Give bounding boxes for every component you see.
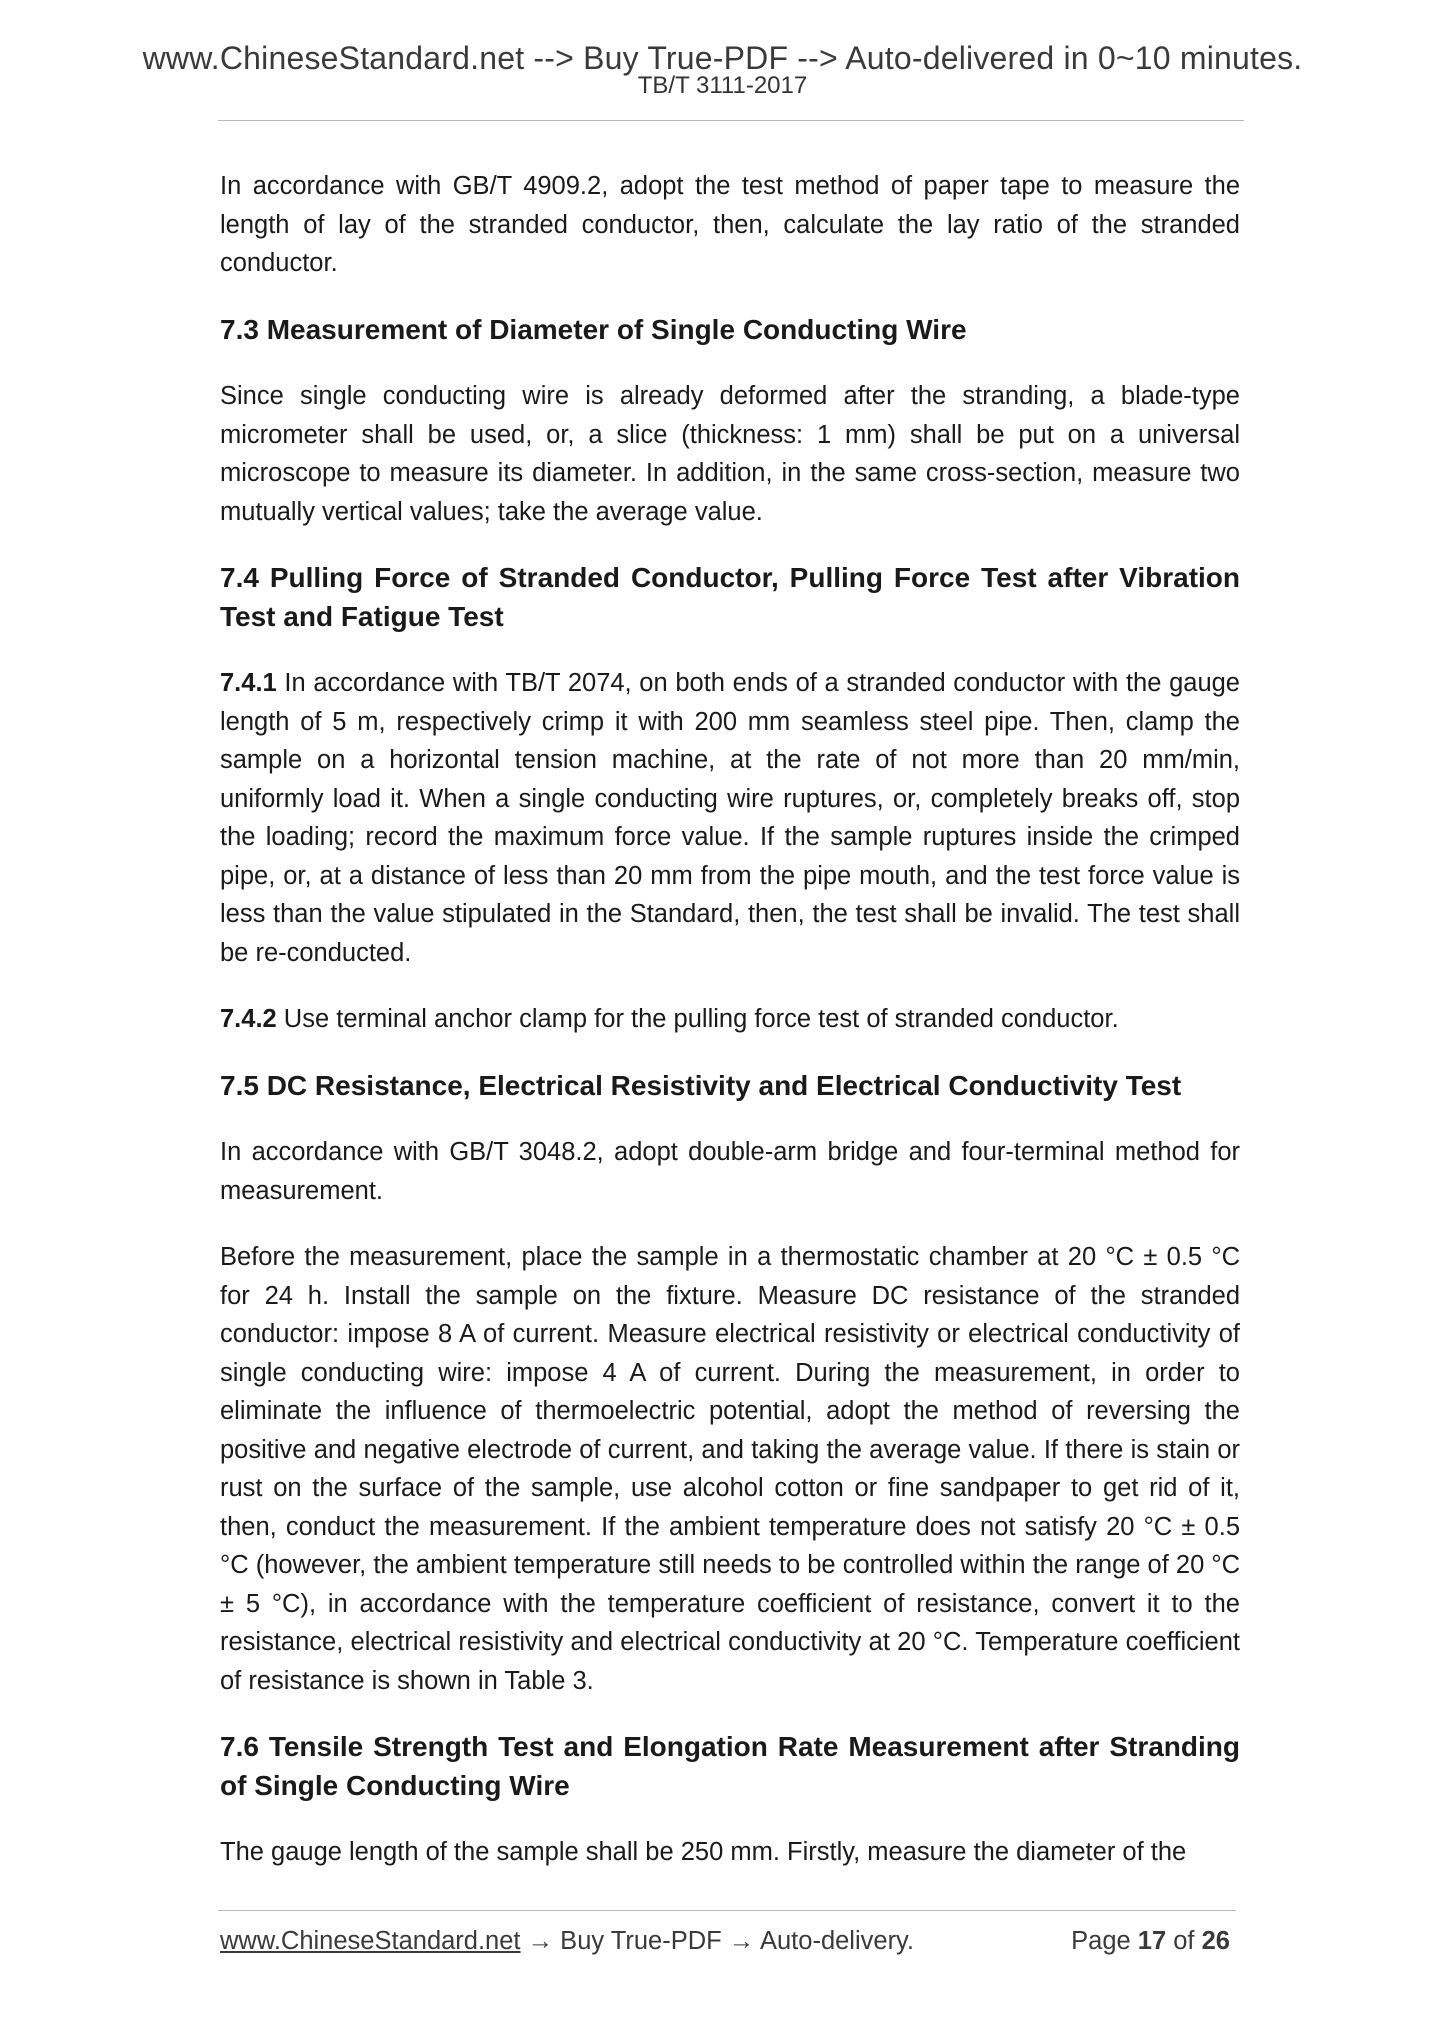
footer-promo-text: → Buy True-PDF → Auto-delivery.: [520, 1927, 914, 1955]
heading-7-5: 7.5 DC Resistance, Electrical Resistivity and Electrical Conductivity Test: [220, 1069, 1182, 1101]
paragraph-lay-ratio: In accordance with GB/T 4909.2, adopt the test method of paper tape to measure the length of lay of the stranded conductor, then, calculate the lay ratio of the stranded conductor.: [220, 172, 1240, 277]
page-indicator: [1071, 1927, 1230, 1956]
clause-number-7-4-2: 7.4.2: [220, 1005, 277, 1033]
footer-promo: [220, 1927, 914, 1956]
page-label: Page: [1071, 1927, 1131, 1955]
heading-7-6: 7.6 Tensile Strength Test and Elongation Rate Measurement after Stranding of Single Conducting Wire: [220, 1731, 1240, 1801]
page-total: 26: [1201, 1927, 1230, 1955]
footer-divider: [218, 1910, 1236, 1911]
heading-7-3: 7.3 Measurement of Diameter of Single Conducting Wire: [220, 313, 967, 345]
heading-7-4: 7.4 Pulling Force of Stranded Conductor, Pulling Force Test after Vibration Test and Fatigue Test: [220, 562, 1240, 632]
site-banner: www.ChineseStandard.net --> Buy True-PDF --> Auto-delivered in 0~10 minutes.: [142, 40, 1303, 76]
clause-number-7-4-1: 7.4.1: [220, 669, 277, 697]
paragraph-7-4-2: [220, 1000, 1240, 1039]
paragraph-7-5-b: Before the measurement, place the sample in a thermostatic chamber at 20 °C ± 0.5 °C for 24 h. Install the sample on the fixture. Measure DC resistance of the stranded conductor: impose 8 A of current. Measure electrical resistivity or electrical conductivity of single conducting wire: impose 4 A of current. During the measurement, in order to eliminate the influence of thermoelectric potential, adopt the method of reversing the positive and negative electrode of current, and taking the average value. If there is stain or rust on the surface of the sample, use alcohol cotton or fine sandpaper to get rid of it, then, conduct the measurement. If the ambient temperature does not satisfy 20 °C ± 0.5 °C (however, the ambient temperature still needs to be controlled within the range of 20 °C ± 5 °C), in accordance with the temperature coefficient of resistance, convert it to the resistance, electrical resistivity and electrical conductivity at 20 °C. Temperature coefficient of resistance is shown in Table 3.: [220, 1243, 1240, 1695]
footer-site-link[interactable]: www.ChineseStandard.net: [220, 1927, 521, 1955]
clause-text-7-4-1: In accordance with TB/T 2074, on both ends of a stranded conductor with the gauge length of 5 m, respectively crimp it with 200 mm seamless steel pipe. Then, clamp the sample on a horizontal tension machine, at the rate of not more than 20 mm/min, uniformly load it. When a single conducting wire ruptures, or, completely breaks off, stop the loading; record the maximum force value. If the sample ruptures inside the crimped pipe, or, at a distance of less than 20 mm from the pipe mouth, and the test force value is less than the value stipulated in the Standard, then, the test shall be invalid. The test shall be re-conducted.: [220, 669, 1240, 967]
header-divider: [218, 120, 1244, 121]
clause-text-7-4-2: Use terminal anchor clamp for the pulling force test of stranded conductor.: [276, 1005, 1119, 1033]
paragraph-7-5-a: In accordance with GB/T 3048.2, adopt double-arm bridge and four-terminal method for measurement.: [220, 1138, 1240, 1205]
page-content: [220, 167, 1240, 1900]
of-label: of: [1173, 1927, 1195, 1955]
paragraph-7-6: The gauge length of the sample shall be 250 mm. Firstly, measure the diameter of the: [220, 1838, 1187, 1866]
paragraph-7-3: Since single conducting wire is already deformed after the stranding, a blade-type micrometer shall be used, or, a slice (thickness: 1 mm) shall be put on a universal microscope to measure its diameter. In addition, in the same cross-section, measure two mutually vertical values; take the average value.: [220, 382, 1240, 526]
page-number: 17: [1137, 1927, 1167, 1955]
document-id: TB/T 3111-2017: [637, 72, 808, 99]
page-footer: [220, 1927, 1236, 1967]
paragraph-7-4-1: [220, 664, 1240, 972]
